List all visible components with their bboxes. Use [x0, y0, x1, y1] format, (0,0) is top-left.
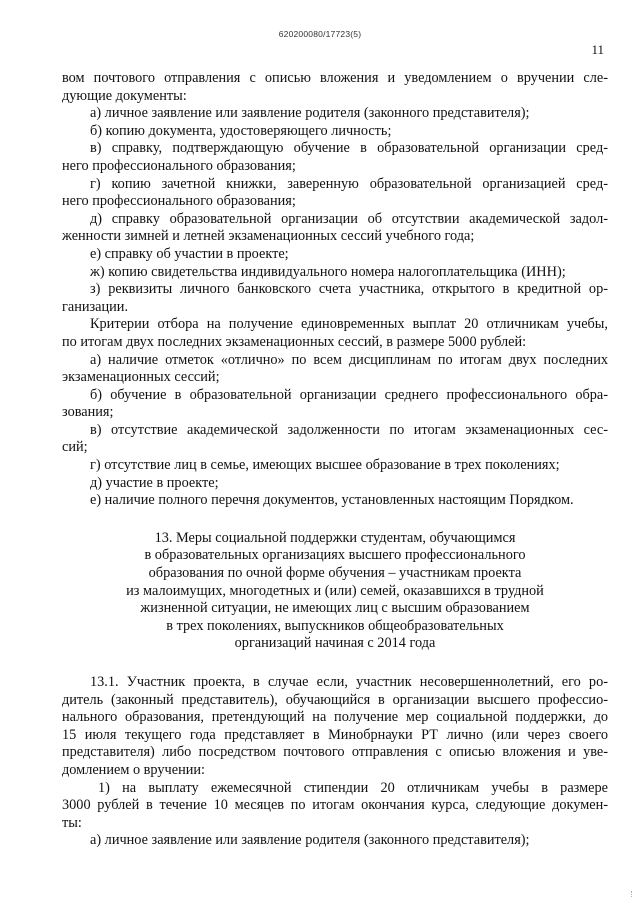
scan-artifact [631, 891, 636, 897]
list-item: а) личное заявление или заявление родителя (законного представителя); [90, 832, 530, 849]
text-line: домлением о вручении: [62, 761, 205, 778]
page-number: 11 [591, 42, 604, 57]
list-item: г) отсутствие лиц в семье, имеющих высшее образование в трех поколениях; [90, 457, 560, 474]
text-line: зования; [62, 404, 114, 421]
text-line: представителя) либо посредством почтового отправления с описью вложения и уве- [62, 744, 608, 761]
text-line: него профессионального образования; [62, 157, 296, 174]
text-line: по итогам двух последних экзаменационных сессий, в размере 5000 рублей: [62, 333, 527, 350]
text-line: нального образования, претендующий на получение мер социальной поддержки, до [62, 709, 608, 726]
heading-line: в трех поколениях, выпускников общеобразовательных [166, 617, 504, 634]
heading-line: жизненной ситуации, не имеющих лиц с высшим образованием [140, 600, 530, 617]
list-item: в) отсутствие академической задолженности по итогам экзаменационных сес- [90, 421, 608, 438]
list-item: д) участие в проекте; [90, 474, 219, 491]
paragraph-line: 13.1. Участник проекта, в случае если, участник несовершеннолетний, его ро- [90, 674, 608, 690]
list-item: е) наличие полного перечня документов, установленных настоящим Порядком. [90, 492, 574, 509]
text-line: сий; [62, 439, 88, 456]
text-line: дитель (законный представитель), обучающийся в организации высшего профессио- [62, 691, 608, 708]
heading-line: 13. Меры социальной поддержки студентам, обучающимся [154, 529, 516, 546]
list-item: в) справку, подтверждающую обучение в образовательной организации сред- [90, 140, 608, 157]
list-item: е) справку об участии в проекте; [90, 245, 289, 262]
page-body [62, 70, 608, 850]
paragraph-line: Критерии отбора на получение единовременных выплат 20 отличникам учебы, [90, 316, 608, 333]
list-item: б) обучение в образовательной организации среднего профессионального обра- [90, 386, 608, 403]
heading-line: образования по очной форме обучения – участникам проекта [148, 565, 522, 582]
text-line: дующие документы: [62, 87, 187, 104]
section-heading [62, 530, 608, 653]
list-item: ж) копию свидетельства индивидуального номера налогоплательщика (ИНН); [90, 263, 566, 280]
list-item: г) копию зачетной книжки, заверенную образовательной организацией сред- [90, 175, 608, 192]
heading-line: в образовательных организациях высшего профессионального [144, 547, 526, 564]
heading-line: организаций начиная с 2014 года [234, 635, 436, 652]
list-item: б) копию документа, удостоверяющего личность; [90, 122, 392, 139]
text-line: него профессионального образования; [62, 193, 296, 210]
text-line: 15 июля текущего года представляет в Минобрнауки РТ лично (или через своего [62, 726, 608, 743]
heading-line: из малоимущих, многодетных и (или) семей, оказавшихся в трудной [126, 582, 544, 599]
text-line: 3000 рублей в течение 10 месяцев по итогам окончания курса, следующие докумен- [62, 797, 608, 814]
list-item: д) справку образовательной организации об отсутствии академической задол- [90, 210, 608, 227]
text-line: ганизации. [62, 298, 129, 315]
text-line: вом почтового отправления с описью вложения и уведомлением о вручении сле- [62, 70, 608, 86]
text-line: экзаменационных сессий; [62, 369, 220, 386]
document-number: 620200080/17723(5) [278, 29, 362, 39]
text-line: ты: [62, 814, 82, 831]
list-item: з) реквизиты личного банковского счета участника, открытого в кредитной ор- [90, 281, 608, 298]
text-line: женности зимней и летней экзаменационных сессий учебного года; [62, 228, 475, 245]
list-item: а) личное заявление или заявление родителя (законного представителя); [90, 105, 530, 122]
list-item: 1) на выплату ежемесячной стипендии 20 отличникам учебы в размере [98, 779, 608, 796]
list-item: а) наличие отметок «отлично» по всем дисциплинам по итогам двух последних [90, 351, 608, 368]
